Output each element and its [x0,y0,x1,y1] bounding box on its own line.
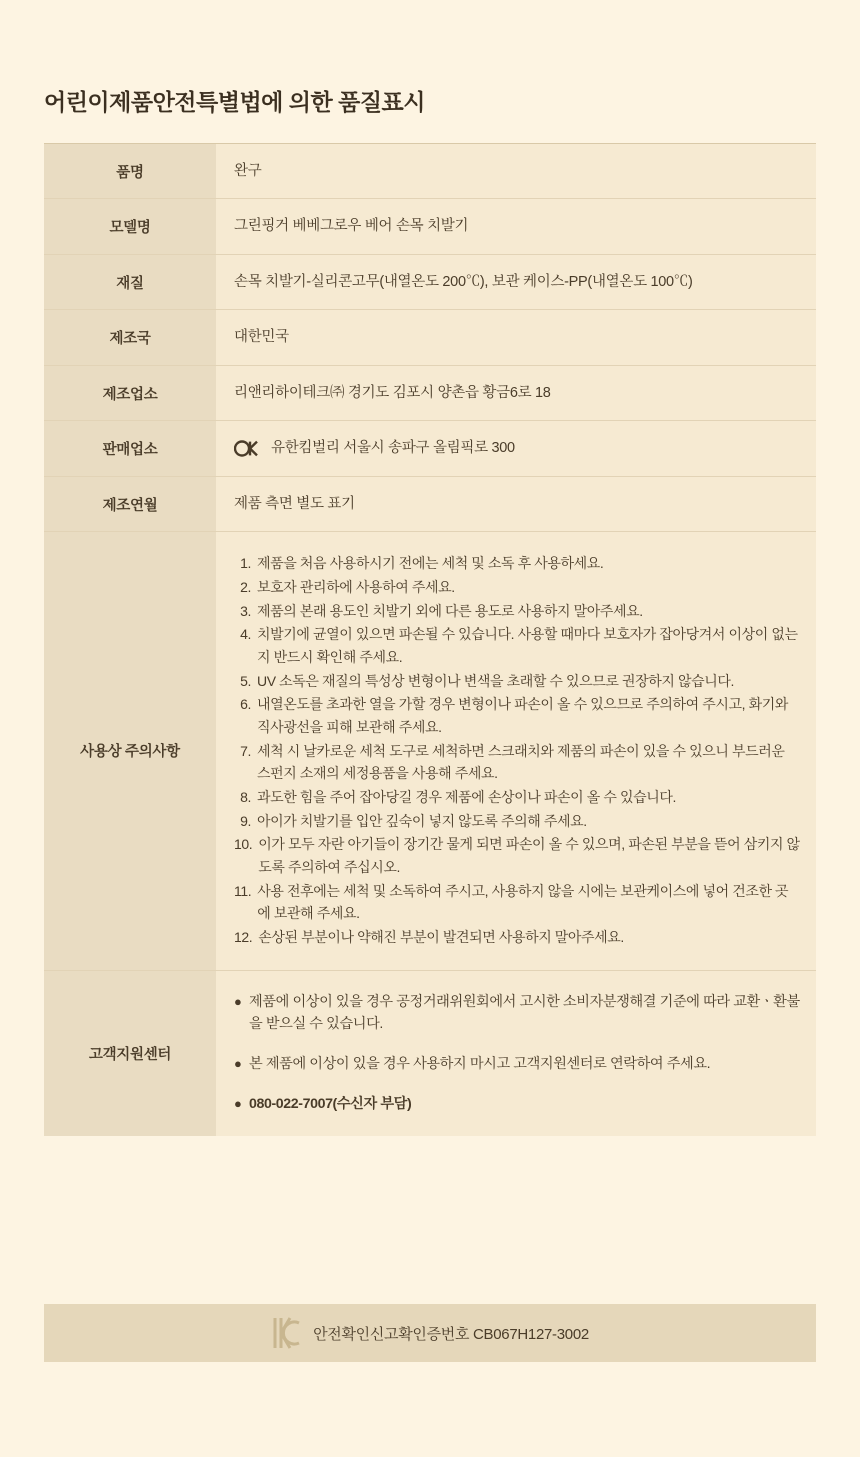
bullet-icon: ● [234,1056,242,1072]
list-item [234,740,800,785]
table-row-support [44,971,816,1136]
list-item [234,833,800,878]
notice-number: 5. [240,672,251,689]
yuhan-kimberly-logo-icon [234,440,264,457]
table-row-notice [44,532,816,970]
notice-text: UV 소독은 재질의 특성상 변형이나 변색을 초래할 수 있으므로 권장하지 않습니다. [257,672,735,689]
notice-number: 10. [234,836,253,853]
support-text: 본 제품에 이상이 있을 경우 사용하지 마시고 고객지원센터로 연락하여 주세요. [249,1056,711,1073]
notice-number: 1. [240,555,251,572]
row-label: 제조연월 [44,477,216,531]
list-item [234,1053,800,1076]
notice-list [234,552,800,949]
row-value-seller [216,421,816,475]
support-text: 제품에 이상이 있을 경우 공정거래위원회에서 고시한 소비자분쟁해결 기준에 따라 교환ㆍ환불을 받으실 수 있습니다. [249,993,800,1033]
kc-certification-icon [271,1316,301,1350]
notice-number: 6. [240,696,251,713]
support-phone: 080-022-7007(수신자 부담) [249,1095,412,1112]
list-item [234,670,800,693]
notice-value [216,532,816,969]
notice-text: 과도한 힘을 주어 잡아당길 경우 제품에 손상이나 파손이 올 수 있습니다. [257,789,676,805]
notice-text: 내열온도를 초과한 열을 가할 경우 변형이나 파손이 올 수 있으므로 주의하여 주시고, 화기와 직사광선을 피해 보관해 주세요. [257,696,788,735]
notice-number: 11. [234,882,252,899]
notice-text: 보호자 관리하에 사용하여 주세요. [257,578,455,595]
row-value: 제품 측면 별도 표기 [216,477,816,531]
notice-number: 9. [240,812,251,829]
notice-text: 아이가 치발기를 입안 깊숙이 넣지 않도록 주의해 주세요. [257,812,587,829]
notice-number: 2. [240,578,251,595]
spec-table [44,143,816,1136]
row-label: 재질 [44,255,216,309]
table-row [44,199,816,254]
list-item [234,991,800,1036]
certification-number: 안전확인신고확인증번호 CB067H127-3002 [313,1325,589,1343]
certification-footer [44,1304,816,1362]
notice-text: 세척 시 날카로운 세척 도구로 세척하면 스크래치와 제품의 파손이 있을 수 있으니 부드러운 스펀지 소재의 세정용품을 사용해 주세요. [257,742,785,782]
row-label: 품명 [44,144,216,198]
notice-text: 치발기에 균열이 있으면 파손될 수 있습니다. 사용할 때마다 보호자가 잡아당겨서 이상이 없는지 반드시 확인해 주세요. [257,626,798,665]
table-row [44,144,816,199]
list-item [234,810,800,833]
notice-text: 제품을 처음 사용하시기 전에는 세척 및 소독 후 사용하세요. [257,555,604,572]
notice-text: 손상된 부분이나 약해진 부분이 발견되면 사용하지 말아주세요. [258,929,624,946]
notice-number: 12. [234,929,253,946]
page-title: 어린이제품안전특별법에 의한 품질표시 [44,89,425,115]
bullet-icon: ● [234,993,242,1009]
list-item [234,623,800,668]
bullet-icon: ● [234,1095,242,1111]
notice-number: 8. [240,789,251,805]
notice-text: 이가 모두 자란 아기들이 장기간 물게 되면 파손이 올 수 있으며, 파손된 부분을 뜯어 삼키지 않도록 주의하여 주십시오. [258,836,800,876]
seller-text: 유한킴벌리 서울시 송파구 올림픽로 300 [271,440,515,457]
table-row [44,310,816,365]
list-item [234,1093,800,1116]
support-value [216,971,816,1136]
table-row [44,477,816,532]
row-value: 완구 [216,144,816,198]
row-label: 판매업소 [44,421,216,475]
list-item [234,600,800,623]
list-item [234,786,800,809]
list-item [234,926,800,949]
table-row [44,366,816,421]
row-value: 손목 치발기-실리콘고무(내열온도 200℃), 보관 케이스-PP(내열온도 100℃) [216,255,816,309]
list-item [234,576,800,599]
notice-text: 제품의 본래 용도인 치발기 외에 다른 용도로 사용하지 말아주세요. [257,602,643,619]
table-row [44,255,816,310]
support-label: 고객지원센터 [44,971,216,1136]
list-item [234,693,800,738]
table-row [44,421,816,476]
notice-number: 7. [240,742,251,759]
row-label: 모델명 [44,199,216,253]
support-list [234,991,800,1116]
notice-label: 사용상 주의사항 [44,532,216,969]
row-label: 제조업소 [44,366,216,420]
list-item [234,552,800,575]
notice-number: 4. [240,626,251,643]
row-value: 리앤리하이테크㈜ 경기도 김포시 양촌읍 황금6로 18 [216,366,816,420]
notice-text: 사용 전후에는 세척 및 소독하여 주시고, 사용하지 않을 시에는 보관케이스에 넣어 건조한 곳에 보관해 주세요. [257,882,789,922]
row-label: 제조국 [44,310,216,364]
list-item [234,880,800,925]
notice-number: 3. [240,602,251,619]
row-value: 대한민국 [216,310,816,364]
row-value: 그린핑거 베베그로우 베어 손목 치발기 [216,199,816,253]
